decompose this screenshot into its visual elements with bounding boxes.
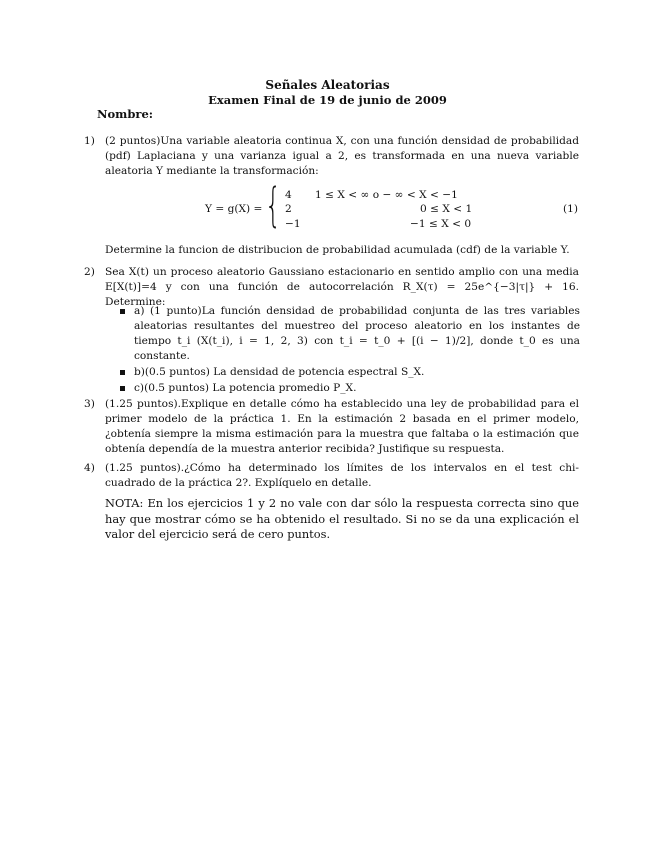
question-number: 3) [84,398,95,410]
case-condition: −1 ≤ X < 0 [410,218,472,230]
case-value: −1 [285,218,301,230]
question-text: Sea X(t) un proceso aleatorio Gaussiano estacionario en sentido amplio con una media E[X(t)]=4 y con una función de autocorrelación R_X(τ) = 25e^{−3|τ|} + 16. Determine: [105,266,579,308]
case-condition: 0 ≤ X < 1 [420,203,473,215]
case-value: 2 [285,203,292,215]
equation-number: (1) [563,203,579,215]
note: NOTA: En los ejercicios 1 y 2 no vale con dar sólo la respuesta correcta sino que hay que mostrar cómo se ha obtenido el resultado. Si no se da una explicación el valor del ejercicio será de cero puntos. [105,496,579,541]
exam-title: Señales Aleatorias [265,78,390,92]
question-text: (1.25 puntos).¿Cómo ha determinado los límites de los intervalos en el test chi-cuadrado de la práctica 2?. Explíquelo en detalle. [105,462,579,489]
list-item [120,381,580,396]
case-condition: 1 ≤ X < ∞ o − ∞ < X < −1 [315,189,458,201]
question-number: 4) [84,462,95,474]
list-item-text: a) (1 punto)La función densidad de probabilidad conjunta de las tres variables aleatorias resultantes del muestreo del proceso aleatorio en los instantes de tiempo t_i (X(t_i), i = 1, 2, 3) con t_i = t_0 + [(i − 1)/2], donde t_0 es una constante. [134,305,580,362]
bullet-icon [120,370,125,375]
case-value: 4 [285,189,292,201]
question-text: (1.25 puntos).Explique en detalle cómo ha establecido una ley de probabilidad para el primer modelo de la práctica 1. En la estimación 2 basada en el primer modelo, ¿obtenía siempre la misma estimación para la muestra que faltaba o la estimación que obtenía dependía de la muestra anterior recibida? Justifique su respuesta. [105,398,579,455]
question-number: 2) [84,266,95,278]
bullet-icon [120,309,125,314]
exam-subtitle: Examen Final de 19 de junio de 2009 [208,93,447,107]
list-item-text: c)(0.5 puntos) La potencia promedio P_X. [134,382,357,394]
bullet-icon [120,386,125,391]
equation-lhs: Y = g(X) = [205,203,263,215]
list-item [120,365,580,380]
question-3 [84,397,579,457]
name-label: Nombre: [97,107,154,121]
question-1-instruction: Determine la funcion de distribucion de probabilidad acumulada (cdf) de la variable Y. [105,244,570,256]
question-number: 1) [84,135,95,147]
question-4 [84,461,579,491]
question-2-items [120,304,580,397]
left-brace: { [265,178,282,232]
question-text: (2 puntos)Una variable aleatoria continua X, con una función densidad de probabilidad (pdf) Laplaciana y una varianza igual a 2, es transformada en una nueva variable aleatoria Y mediante la transformación: [105,135,579,177]
list-item [120,304,580,364]
list-item-text: b)(0.5 puntos) La densidad de potencia espectral S_X. [134,366,425,378]
question-1 [84,134,579,179]
equation [205,178,585,236]
